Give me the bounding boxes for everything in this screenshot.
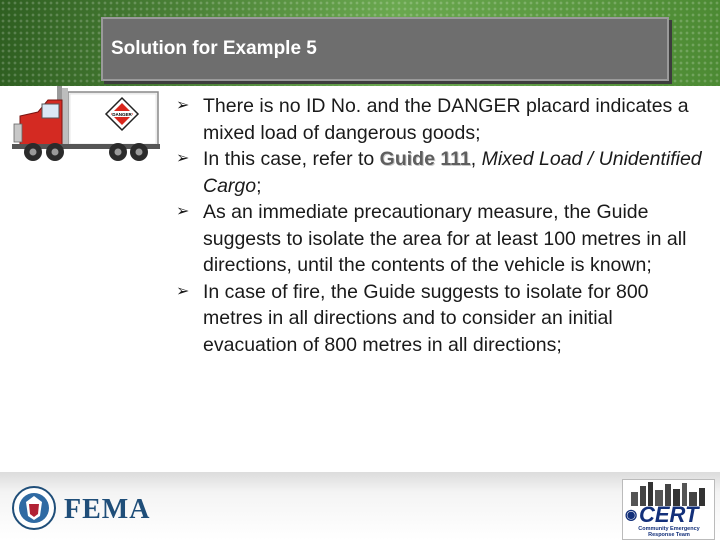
dhs-seal-icon xyxy=(12,486,56,530)
bullet-text: There is no ID No. and the DANGER placard indicates a mixed load of dangerous goods; xyxy=(203,95,689,144)
arrow-bullet-icon: ➢ xyxy=(176,150,190,167)
slide-title: Solution for Example 5 xyxy=(111,38,317,59)
fema-logo: FEMA xyxy=(64,494,151,525)
bullet-text-post: ; xyxy=(256,174,262,197)
bullet-item xyxy=(176,199,706,279)
title-box xyxy=(101,17,669,81)
truck-illustration xyxy=(8,86,160,168)
bullet-text: In case of fire, the Guide suggests to isolate for 800 metres in all directions and to consider an initial evacuation of 800 metres in all directions; xyxy=(203,280,649,356)
placard-label: DANGER xyxy=(112,112,132,117)
cert-tagline: Community Emergency Response Team xyxy=(638,526,700,538)
bullet-list xyxy=(176,93,706,358)
guide-title: Mixed Load / Unidentified Cargo xyxy=(203,148,702,197)
cert-logo xyxy=(622,479,715,540)
bullet-text-mid: , xyxy=(470,148,482,170)
arrow-bullet-icon: ➢ xyxy=(176,282,190,300)
cert-seal-icon: ◉ xyxy=(625,506,638,522)
cert-wordmark: CERT xyxy=(639,502,699,527)
guide-reference: Guide 111 xyxy=(379,148,471,170)
bullet-item xyxy=(176,279,706,359)
arrow-bullet-icon: ➢ xyxy=(176,97,190,114)
bullet-text-pre: In this case, refer to xyxy=(203,148,380,170)
bullet-item xyxy=(176,146,706,199)
bullet-text: As an immediate precautionary measure, the Guide suggests to isolate the area for at least 100 metres in all directions, until the contents of the vehicle is known; xyxy=(203,201,687,276)
arrow-bullet-icon: ➢ xyxy=(176,203,190,220)
bullet-item xyxy=(176,93,706,146)
